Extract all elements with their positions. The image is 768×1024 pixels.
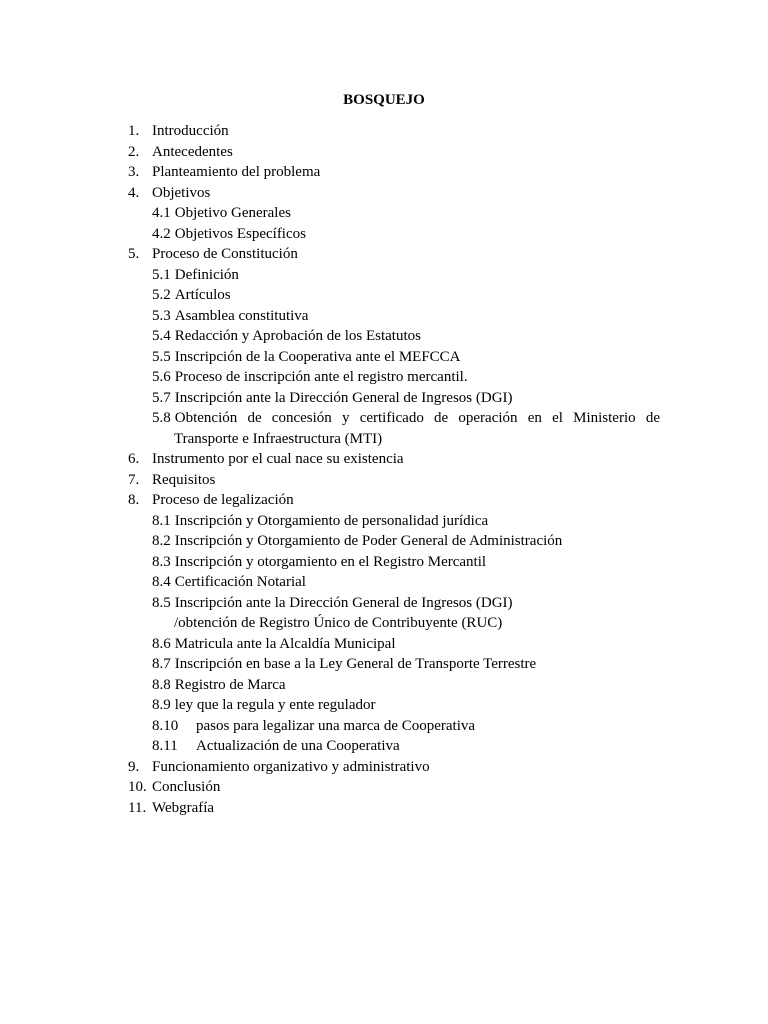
page-title: BOSQUEJO <box>343 92 425 108</box>
item-label: Objetivos <box>152 184 211 201</box>
item-label: Inscripción ante la Dirección General de Ingresos (DGI) <box>174 594 513 611</box>
item-number: 5.1 <box>152 266 171 283</box>
item-number: 4.1 <box>152 205 171 221</box>
item-label: Obtención de concesión y certificado de operación en el Ministerio de <box>174 410 660 426</box>
item-number: 5.8 <box>152 410 171 426</box>
item-label: Inscripción en base a la Ley General de Transporte Terrestre <box>174 656 537 672</box>
item-label: Conclusión <box>152 779 221 795</box>
item-label: Actualización de una Cooperativa <box>196 738 400 754</box>
item-label: Proceso de inscripción ante el registro mercantil. <box>174 369 468 385</box>
sub-list-item <box>128 572 660 593</box>
item-label: Funcionamiento organizativo y administrativo <box>152 758 430 775</box>
item-number: 5.2 <box>152 287 171 303</box>
item-number: 8.1 <box>152 512 171 529</box>
item-label: Inscripción de la Cooperativa ante el MEFCCA <box>174 348 461 365</box>
sub-list-item <box>128 654 660 675</box>
list-item <box>128 757 660 778</box>
item-number: 8.7 <box>152 656 171 672</box>
item-number: 5.4 <box>152 328 171 344</box>
sub-list-item <box>128 285 660 306</box>
item-label: pasos para legalizar una marca de Cooperativa <box>196 717 476 734</box>
sub-list-item <box>128 388 660 409</box>
item-number: 8.11 <box>152 738 178 754</box>
item-label: Antecedentes <box>152 143 233 160</box>
list-item <box>128 142 660 163</box>
item-label-continuation: Transporte e Infraestructura (MTI) <box>174 430 383 447</box>
item-number: 8.8 <box>152 676 171 693</box>
item-number: 10. <box>128 779 147 795</box>
list-item <box>128 798 660 819</box>
sub-list-item <box>128 347 660 368</box>
item-label: Objetivos Específicos <box>174 225 306 242</box>
list-item <box>128 183 660 204</box>
list-item <box>128 449 660 470</box>
item-label: Redacción y Aprobación de los Estatutos <box>174 328 421 344</box>
item-label: Inscripción ante la Dirección General de Ingresos (DGI) <box>174 389 513 406</box>
item-number: 5. <box>128 246 140 262</box>
sub-list-item <box>128 531 660 552</box>
item-number: 3. <box>128 164 140 180</box>
item-label: Introducción <box>152 123 229 139</box>
item-label: Definición <box>174 266 239 283</box>
item-label: Requisitos <box>152 471 216 488</box>
item-label: Inscripción y Otorgamiento de personalidad jurídica <box>174 512 489 529</box>
item-label: Registro de Marca <box>174 676 286 693</box>
item-label: Proceso de legalización <box>152 492 294 508</box>
item-label: Inscripción y Otorgamiento de Poder General de Administración <box>174 533 563 549</box>
item-label: Webgrafía <box>152 799 215 816</box>
item-number: 5.7 <box>152 389 171 406</box>
item-number: 4.2 <box>152 225 171 242</box>
item-number: 5.6 <box>152 369 171 385</box>
sub-list-item <box>128 736 660 757</box>
item-number: 11. <box>128 799 147 816</box>
item-number: 9. <box>128 758 140 775</box>
item-number: 8.4 <box>152 574 171 590</box>
item-number: 8.9 <box>152 697 171 713</box>
item-number: 5.3 <box>152 307 171 324</box>
sub-list-item <box>128 306 660 327</box>
sub-list-item <box>128 367 660 388</box>
item-label: Artículos <box>174 287 231 303</box>
item-label: Proceso de Constitución <box>152 246 298 262</box>
list-item <box>128 121 660 142</box>
item-number: 8. <box>128 492 140 508</box>
sub-list-item <box>128 224 660 245</box>
item-label: Matricula ante la Alcaldía Municipal <box>174 635 396 652</box>
sub-list-item <box>128 552 660 573</box>
item-number: 4. <box>128 184 140 201</box>
item-number: 8.2 <box>152 533 171 549</box>
list-item <box>128 470 660 491</box>
item-number: 8.3 <box>152 553 171 570</box>
item-label: Asamblea constitutiva <box>174 307 309 324</box>
item-number: 7. <box>128 471 140 488</box>
sub-list-item <box>128 511 660 532</box>
item-number: 1. <box>128 123 140 139</box>
outline-list <box>128 121 660 818</box>
sub-list-item <box>128 408 660 429</box>
item-number: 8.6 <box>152 635 171 652</box>
item-number: 5.5 <box>152 348 171 365</box>
item-label: Inscripción y otorgamiento en el Registro Mercantil <box>174 553 487 570</box>
item-label: Objetivo Generales <box>174 205 291 221</box>
item-number: 2. <box>128 143 140 160</box>
item-number: 6. <box>128 451 140 467</box>
item-label: Instrumento por el cual nace su existencia <box>152 451 404 467</box>
sub-list-item <box>128 326 660 347</box>
sub-list-item <box>128 265 660 286</box>
sub-list-item <box>128 716 660 737</box>
sub-list-item <box>128 593 660 614</box>
sub-list-item <box>128 695 660 716</box>
sub-list-item-continuation <box>128 429 660 450</box>
list-item <box>128 162 660 183</box>
sub-list-item <box>128 675 660 696</box>
sub-list-item-continuation <box>128 613 660 634</box>
item-number: 8.5 <box>152 594 171 611</box>
sub-list-item <box>128 203 660 224</box>
list-item <box>128 244 660 265</box>
sub-list-item <box>128 634 660 655</box>
item-label: ley que la regula y ente regulador <box>174 697 376 713</box>
item-number: 8.10 <box>152 717 179 734</box>
item-label: Planteamiento del problema <box>152 164 321 180</box>
list-item <box>128 777 660 798</box>
item-label: Certificación Notarial <box>174 574 306 590</box>
item-label-continuation: /obtención de Registro Único de Contribuyente (RUC) <box>174 615 503 631</box>
list-item <box>128 490 660 511</box>
